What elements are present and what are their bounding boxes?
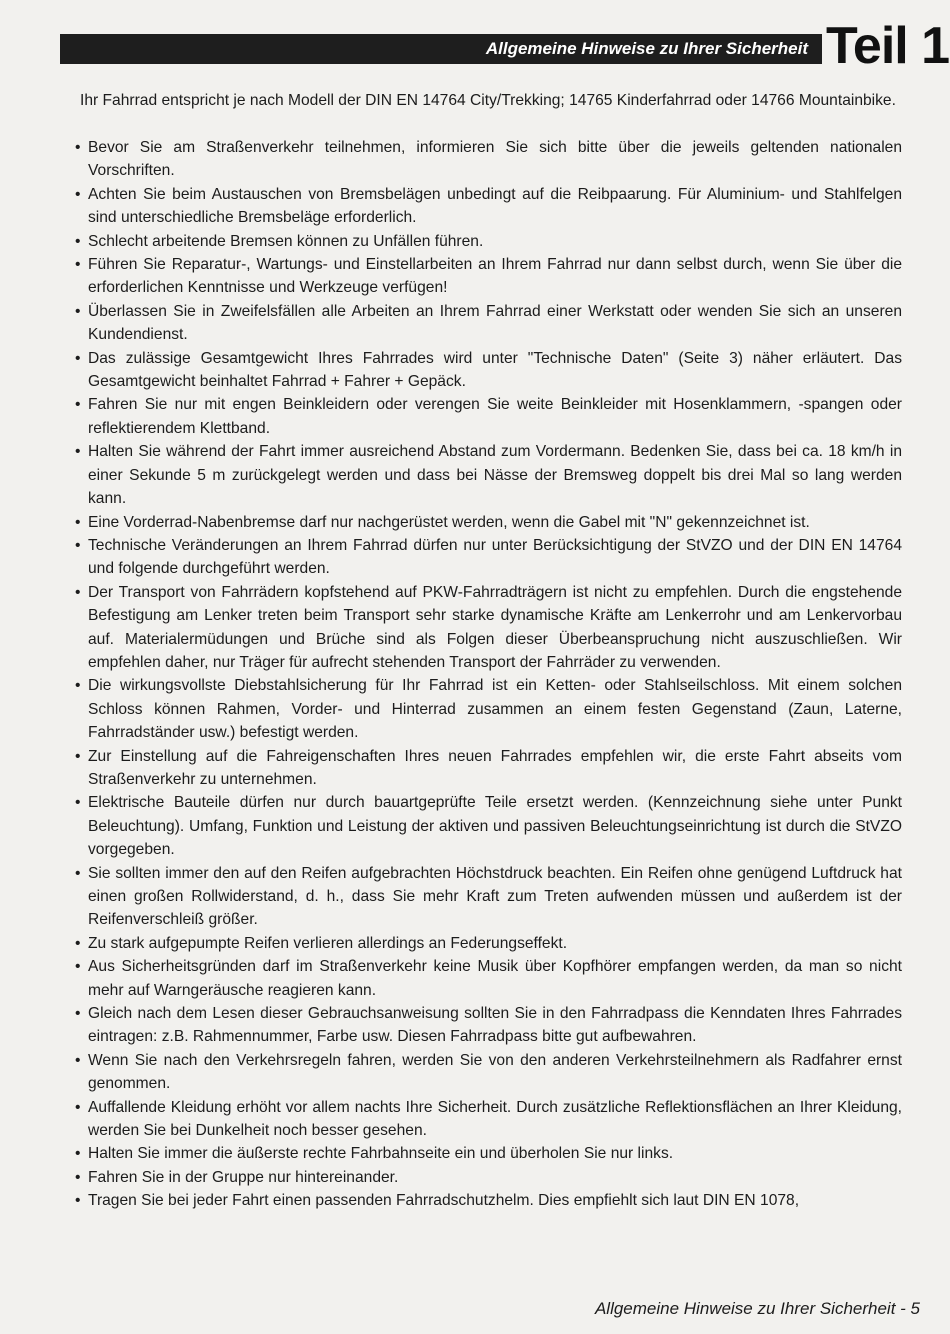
list-item: • Gleich nach dem Lesen dieser Gebrauchsanweisung sollten Sie in den Fahrradpass die Kenndaten Ihres Fahrrades eintragen: z.B. Rahmennummer, Farbe usw. Diesen Fahrradpass bitte gut aufbewahren. [74, 1002, 902, 1049]
list-item: • Das zulässige Gesamtgewicht Ihres Fahrrades wird unter "Technische Daten" (Seite 3) näher erläutert. Das Gesamtgewicht beinhaltet Fahrrad + Fahrer + Gepäck. [74, 347, 902, 394]
part-label: Teil 1 [826, 17, 950, 75]
section-header-bar [60, 34, 822, 64]
list-item: • Eine Vorderrad-Nabenbremse darf nur nachgerüstet werden, wenn die Gabel mit "N" gekennzeichnet ist. [74, 511, 902, 534]
list-item: • Wenn Sie nach den Verkehrsregeln fahren, werden Sie von den anderen Verkehrsteilnehmern als Radfahrer ernst genommen. [74, 1049, 902, 1096]
list-item: • Bevor Sie am Straßenverkehr teilnehmen, informieren Sie sich bitte über die jeweils geltenden nationalen Vorschriften. [74, 136, 902, 183]
list-item: • Aus Sicherheitsgründen darf im Straßenverkehr keine Musik über Kopfhörer empfangen werden, da man so nicht mehr auf Warngeräusche reagieren kann. [74, 955, 902, 1002]
list-item: • Zu stark aufgepumpte Reifen verlieren allerdings an Federungseffekt. [74, 932, 902, 955]
list-item: • Schlecht arbeitende Bremsen können zu Unfällen führen. [74, 230, 902, 253]
list-item: • Halten Sie während der Fahrt immer ausreichend Abstand zum Vordermann. Bedenken Sie, dass bei ca. 18 km/h in einer Sekunde 5 m zurückgelegt werden und dass bei Nässe der Bremsweg doppelt bis drei Mal so lang werden kann. [74, 440, 902, 510]
section-title: Allgemeine Hinweise zu Ihrer Sicherheit [485, 39, 808, 58]
list-item: • Technische Veränderungen an Ihrem Fahrrad dürfen nur unter Berücksichtigung der StVZO und der DIN EN 14764 und folgende durchgeführt werden. [74, 534, 902, 581]
list-item: • Fahren Sie in der Gruppe nur hintereinander. [74, 1166, 902, 1189]
list-item: • Auffallende Kleidung erhöht vor allem nachts Ihre Sicherheit. Durch zusätzliche Reflektionsflächen an Ihrer Kleidung, werden Sie bei Dunkelheit noch besser gesehen. [74, 1096, 902, 1143]
list-item: • Elektrische Bauteile dürfen nur durch bauartgeprüfte Teile ersetzt werden. (Kennzeichnung siehe unter Punkt Beleuchtung). Umfang, Funktion und Leistung der aktiven und passiven Beleuchtungseinrichtung ist durch die StVZO vorgegeben. [74, 791, 902, 861]
list-item: • Achten Sie beim Austauschen von Bremsbelägen unbedingt auf die Reibpaarung. Für Aluminium- und Stahlfelgen sind unterschiedliche Bremsbeläge erforderlich. [74, 183, 902, 230]
list-item: • Der Transport von Fahrrädern kopfstehend auf PKW-Fahrradträgern ist nicht zu empfehlen. Durch die engstehende Befestigung am Lenker treten beim Transport sehr starke dynamische Kräfte am Lenkerrohr und am Lenkervorbau auf. Materialermüdungen und Brüche sind als Folgen dieser Überbeanspruchung nicht auszuschließen. Wir empfehlen daher, nur Träger für aufrecht stehenden Transport der Fahrräder zu verwenden. [74, 581, 902, 675]
list-item: • Überlassen Sie in Zweifelsfällen alle Arbeiten an Ihrem Fahrrad einer Werkstatt oder wenden Sie sich an unseren Kundendienst. [74, 300, 902, 347]
list-item: • Zur Einstellung auf die Fahreigenschaften Ihres neuen Fahrrades empfehlen wir, die erste Fahrt abseits vom Straßenverkehr zu unternehmen. [74, 745, 902, 792]
safety-rules-list [74, 136, 902, 1213]
list-item: • Führen Sie Reparatur-, Wartungs- und Einstellarbeiten an Ihrem Fahrrad nur dann selbst durch, wenn Sie über die erforderlichen Kenntnisse und Werkzeuge verfügen! [74, 253, 902, 300]
intro-paragraph: Ihr Fahrrad entspricht je nach Modell der DIN EN 14764 City/Trekking; 14765 Kinderfahrrad oder 14766 Mountainbike. [80, 92, 896, 109]
list-item: • Tragen Sie bei jeder Fahrt einen passenden Fahrradschutzhelm. Dies empfiehlt sich laut DIN EN 1078, [74, 1189, 902, 1212]
page-footer: Allgemeine Hinweise zu Ihrer Sicherheit - 5 [594, 1299, 920, 1318]
list-item: • Die wirkungsvollste Diebstahlsicherung für Ihr Fahrrad ist ein Ketten- oder Stahlseilschloss. Mit einem solchen Schloss können Rahmen, Vorder- und Hinterrad zusammen an einem festen Gegenstand (Zaun, Laterne, Fahrradständer usw.) befestigt werden. [74, 674, 902, 744]
list-item: • Sie sollten immer den auf den Reifen aufgebrachten Höchstdruck beachten. Ein Reifen ohne genügend Luftdruck hat einen großen Rollwiderstand, d. h., dass Sie mehr Kraft zum Treten aufwenden müssen und außerdem ist der Reifenverschleiß größer. [74, 862, 902, 932]
list-item: • Fahren Sie nur mit engen Beinkleidern oder verengen Sie weite Beinkleider mit Hosenklammern, -spangen oder reflektierendem Klettband. [74, 393, 902, 440]
list-item: • Halten Sie immer die äußerste rechte Fahrbahnseite ein und überholen Sie nur links. [74, 1142, 902, 1165]
